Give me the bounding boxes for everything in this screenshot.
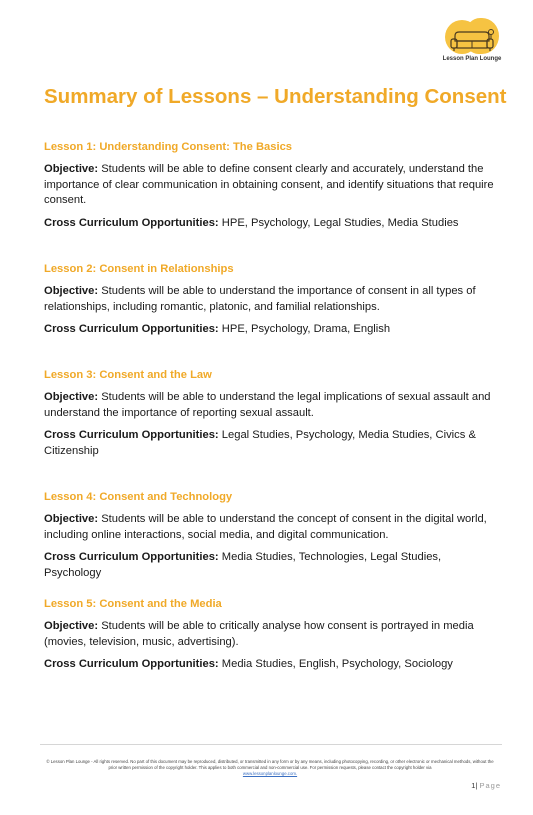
cross-curriculum-text: HPE, Psychology, Legal Studies, Media Studies xyxy=(221,216,459,229)
copyright-notice xyxy=(44,759,496,777)
lesson-1 xyxy=(44,141,496,238)
lesson-5 xyxy=(44,598,496,680)
lesson-objective xyxy=(44,162,496,209)
lesson-plan-lounge-logo xyxy=(439,16,505,70)
lesson-objective xyxy=(44,284,496,315)
lesson-2 xyxy=(44,263,496,345)
lesson-cross-curriculum xyxy=(44,216,496,232)
footer-divider xyxy=(40,744,502,745)
objective-label: Objective: xyxy=(44,163,99,175)
objective-text: Students will be able to define consent clearly and accurately, understand the importance of clear communication in obtaining consent, and identify situations that require consent. xyxy=(44,163,494,206)
lesson-objective xyxy=(44,619,496,650)
cross-curriculum-text: Legal Studies, Psychology, Media Studies, Civics & Citizenship xyxy=(44,429,476,457)
objective-label: Objective: xyxy=(44,620,99,632)
website-link[interactable]: www.lessonplanlounge.com. xyxy=(242,771,298,776)
lesson-cross-curriculum xyxy=(44,322,496,338)
lesson-cross-curriculum xyxy=(44,550,496,581)
objective-label: Objective: xyxy=(44,285,99,297)
sofa-icon xyxy=(447,28,497,54)
page-number xyxy=(471,781,501,790)
cross-curriculum-label: Cross Curriculum Opportunities: xyxy=(44,429,219,441)
objective-text: Students will be able to understand the legal implications of sexual assault and understand the importance of reporting sexual assault. xyxy=(44,391,491,419)
cross-curriculum-text: HPE, Psychology, Drama, English xyxy=(221,323,391,335)
lesson-4 xyxy=(44,491,496,588)
logo-text: Lesson Plan Lounge xyxy=(442,56,502,62)
objective-label: Objective: xyxy=(44,391,99,403)
cross-curriculum-text: Media Studies, English, Psychology, Sociology xyxy=(221,658,453,670)
lesson-cross-curriculum xyxy=(44,657,496,673)
cross-curriculum-label: Cross Curriculum Opportunities: xyxy=(44,323,219,335)
objective-label: Objective: xyxy=(44,513,99,525)
cross-curriculum-text: Media Studies, Technologies, Legal Studies, Psychology xyxy=(44,551,442,579)
objective-text: Students will be able to understand the importance of consent in all types of relationships, including romantic, platonic, and familial relationships. xyxy=(44,285,476,313)
lesson-heading: Lesson 3: Consent and the Law xyxy=(44,369,212,381)
lesson-objective xyxy=(44,512,496,543)
lesson-heading: Lesson 5: Consent and the Media xyxy=(44,598,222,610)
lesson-3 xyxy=(44,369,496,466)
objective-text: Students will be able to critically analyse how consent is portrayed in media (movies, television, music, advertising). xyxy=(44,620,474,648)
lesson-heading: Lesson 4: Consent and Technology xyxy=(44,491,233,503)
objective-text: Students will be able to understand the concept of consent in the digital world, including online interactions, social media, and digital communication. xyxy=(44,513,487,541)
copyright-text: © Lesson Plan Lounge - All rights reserved. No part of this document may be reproduced, distributed, or transmitted in any form or by any means, including photocopying, recording, or other electronic or mechanical methods, without the prior written permission of the copyright holder. This applies to both commercial and non-commercial use. For permission requests, please contact the copyright holder via xyxy=(46,759,494,770)
cross-curriculum-label: Cross Curriculum Opportunities: xyxy=(44,551,219,563)
lesson-cross-curriculum xyxy=(44,428,496,459)
lesson-heading: Lesson 1: Understanding Consent: The Basics xyxy=(44,141,293,153)
cross-curriculum-label: Cross Curriculum Opportunities: xyxy=(44,216,219,229)
page-separator: | xyxy=(475,781,478,790)
lesson-heading: Lesson 2: Consent in Relationships xyxy=(44,263,234,275)
page-number-value: 1 xyxy=(471,781,476,790)
page-label: Page xyxy=(479,781,501,790)
page-title: Summary of Lessons – Understanding Consent xyxy=(44,85,507,108)
lesson-objective xyxy=(44,390,496,421)
cross-curriculum-label: Cross Curriculum Opportunities: xyxy=(44,658,219,670)
